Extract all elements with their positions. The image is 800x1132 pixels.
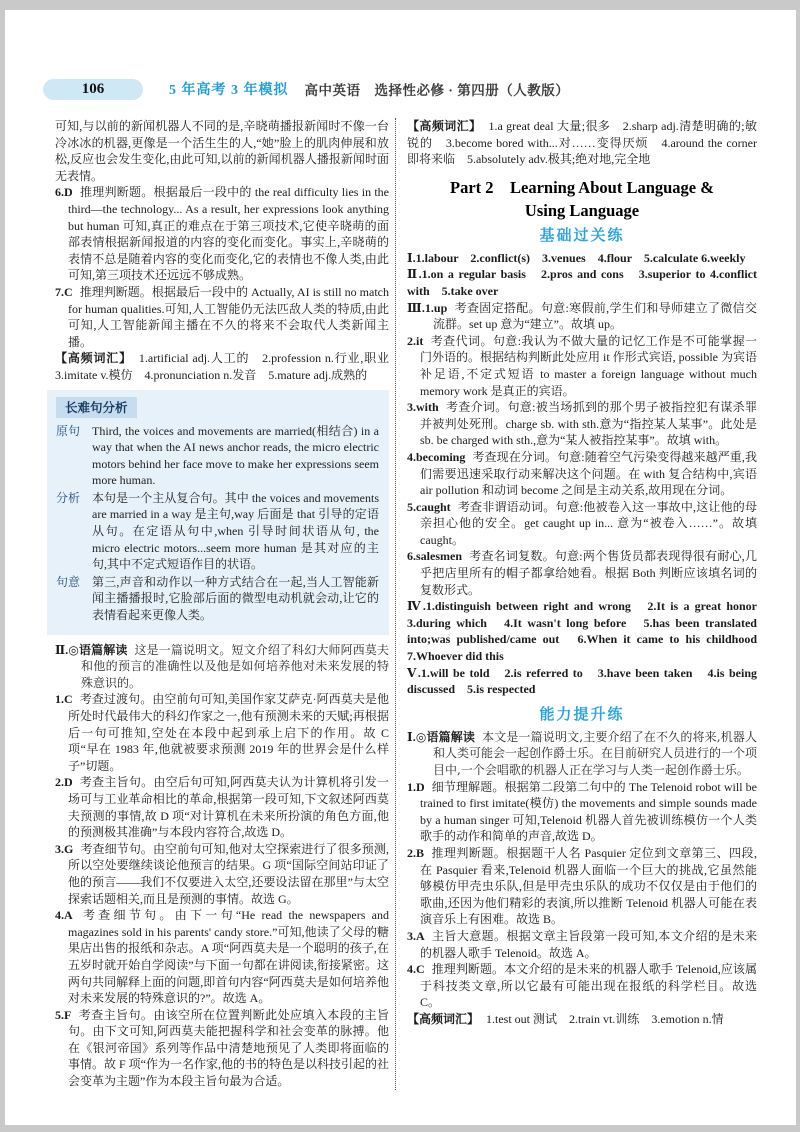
paragraph-lead: Ⅳ.1.distinguish between right and wrong 2.It is a great honor 3.during which 4.It wasn't long before 5.has been translated into;was published/came out 6.When it came to his childhood 7.Whoever did this xyxy=(407,599,757,664)
part-heading-line2: Using Language xyxy=(524,200,640,220)
box-row-label: 分析 xyxy=(56,490,81,505)
paragraph-lead: 3.G xyxy=(55,841,74,856)
passage-overview xyxy=(55,642,389,692)
answer-item-III-1 xyxy=(407,300,757,333)
box-row-label: 原句 xyxy=(56,423,81,438)
answer-item-1 xyxy=(407,779,757,845)
paragraph-lead: 6.salesmen xyxy=(407,549,462,564)
ability-practice-answers xyxy=(407,729,757,1028)
answer-item-1 xyxy=(55,691,389,774)
paragraph-body: 1.test out 测试 2.train vt.训练 3.emotion n.情 xyxy=(486,1011,724,1026)
paragraph-lead: 2.B xyxy=(407,845,425,860)
paragraph-lead: 5.F xyxy=(55,1007,72,1022)
section-heading-ability-practice: 能力提升练 xyxy=(539,706,625,723)
answer-item-3 xyxy=(407,928,757,961)
paragraph-body: 1.a great deal 大量;很多 2.sharp adj.清楚明确的;敏锐的 3.become bored with...对……变得厌烦 4.around the corner 即将来临 5.absolutely adv.极其;绝对地,完全地 xyxy=(407,119,757,167)
paragraph-lead: 3.A xyxy=(407,928,425,943)
paragraph-lead: 5.caught xyxy=(407,499,451,514)
right-column-vocab xyxy=(407,118,757,168)
section-heading-basic-practice: 基础过关练 xyxy=(539,227,625,244)
answer-item-2 xyxy=(407,845,757,928)
sentence-analysis-box xyxy=(47,390,389,635)
book-title: 高中英语 选择性必修 · 第四册（人教版） xyxy=(304,83,570,98)
answer-item-5 xyxy=(55,1007,389,1090)
paragraph-lead: Ⅲ.1.up xyxy=(407,300,448,315)
paragraph-lead: 7.C xyxy=(55,284,73,299)
paragraph-body: 推理判断题。根据最后一段中的 Actually, AI is still no match for human qualities.可知,人工智能仍无法匹敌人类的特质,由此可知,人工智能新闻主播在不久的将来不会取代人类新闻主播。 xyxy=(68,284,389,349)
vocabulary-list xyxy=(407,118,757,168)
paragraph-body: 细节理解题。根据第二段第二句中的 The Telenoid robot will be trained to first imitate(模仿) the movements and simple sounds made by a human singer 可知,Telenoid 机器人首先被训练模仿一个人类歌手的动作和简单的声音,故选 D。 xyxy=(420,779,757,844)
answer-key-line-V xyxy=(407,665,757,698)
box-row-label: 句意 xyxy=(56,574,81,589)
paragraph-body: 考查主旨句。由空后句可知,阿西莫夫认为计算机将引发一场可与工业革命相比的革命,根据第一段可知,下文叙述阿西莫夫预测的事情,故 D 项“对计算机在未来所扮演的角色方面,他的预测极其准确”与本段内容符合,故选 D。 xyxy=(68,775,389,840)
paragraph-body: 1.artificial adj.人工的 2.profession n.行业,职业 3.imitate v.模仿 4.pronunciation n.发音 5.mature adj.成熟的 xyxy=(55,351,389,382)
paragraph-lead: 2.D xyxy=(55,775,73,790)
paragraph-lead: 6.D xyxy=(55,185,73,200)
paragraph-lead: Ⅱ.◎语篇解读 xyxy=(55,642,128,657)
paragraph-body: 主旨大意题。根据文章主旨段第一段可知,本文介绍的是未来的机器人歌手 Telenoid。故选 A。 xyxy=(420,928,757,960)
answer-item-3 xyxy=(55,841,389,907)
box-row-meaning xyxy=(56,574,379,624)
answer-item-6 xyxy=(407,548,757,598)
paragraph-body: 考查现在分词。句意:随着空气污染变得越来越严重,我们需要迅速采取行动来解决这个问题。在 with 复合结构中,宾语 air pollution 和动词 become 之间是主动关系,故用现在分词。 xyxy=(420,449,757,498)
part-heading-line1: Part 2 Learning About Language & xyxy=(449,177,715,197)
answer-item-4 xyxy=(407,961,757,1011)
box-row-text: Third, the voices and movements are married(相结合) in a way that when the AI news anchor reads, the micro electric motors behind her face move to make her expressions seem more human. xyxy=(92,423,379,488)
answer-key-line-I xyxy=(407,250,757,267)
paragraph-lead: Ⅴ.1.will be told 2.is referred to 3.have been taken 4.is being discussed 5.is respected xyxy=(407,665,757,697)
continuation-paragraph xyxy=(55,118,389,184)
two-column-layout xyxy=(55,118,796,1090)
page xyxy=(5,10,796,1125)
answer-item-7 xyxy=(55,284,389,350)
vocabulary-list xyxy=(407,1011,757,1028)
box-row-analysis xyxy=(56,490,379,573)
series-title: 5 年高考 3 年模拟 xyxy=(169,83,289,98)
answer-item-4 xyxy=(407,449,757,499)
paragraph-lead: 3.with xyxy=(407,400,439,415)
basic-practice-answers xyxy=(407,250,757,698)
paragraph-lead: 2.it xyxy=(407,333,424,348)
answer-item-3 xyxy=(407,399,757,449)
answer-item-5 xyxy=(407,499,757,549)
page-number-badge: 106 xyxy=(43,79,143,100)
paragraph-lead: 【高频词汇】 xyxy=(55,351,132,366)
left-column xyxy=(55,118,395,1090)
paragraph-body: 推理判断题。根据题干人名 Pasquier 定位到文章第三、四段,在 Pasquier 看来,Telenoid 机器人面临一个巨大的挑战,它虽然能够模仿甲壳虫乐队,但是甲壳虫乐队的成功不仅仅是由于他们的歌曲,还因为他们精彩的表演,所以推断 Telenoid 机器人可能在表演音乐上有困难。故选 B。 xyxy=(420,845,757,927)
paragraph-body: 考查名词复数。句意:两个售货员都表现得很有耐心,几乎把店里所有的帽子都拿给她看。根据 Both 判断应该填名词的复数形式。 xyxy=(420,549,757,597)
paragraph-lead: 4.A xyxy=(55,908,73,923)
answer-key-line-IV xyxy=(407,598,757,664)
vocabulary-list xyxy=(55,350,389,383)
paragraph-lead: Ⅰ.1.labour 2.conflict(s) 3.venues 4.flour 5.calculate 6.weekly xyxy=(407,250,746,265)
paragraph-lead: Ⅰ.◎语篇解读 xyxy=(407,729,476,744)
right-column xyxy=(395,118,757,1090)
paragraph-lead: Ⅱ.1.on a regular basis 2.pros and cons 3.superior to 4.conflict with 5.take over xyxy=(407,267,757,298)
paragraph-body: 这是一篇说明文。短文介绍了科幻大师阿西莫夫和他的预言的准确性以及他是如何培养他对未来发展的特殊意识的。 xyxy=(81,642,389,690)
box-row-text: 第三,声音和动作以一种方式结合在一起,当人工智能新闻主播播报时,它脸部后面的微型电动机就会动,让它的表情看起来更像人类。 xyxy=(92,574,379,623)
answer-key-line-II xyxy=(407,266,757,299)
answer-item-2 xyxy=(407,333,757,399)
paragraph-body: 考查细节句。由空前句可知,他对太空探索进行了很多预测,所以空处要继续谈论他预言的结果。G 项“国际空间站印证了他的预言——我们不仅要进入太空,还要设法留在那里”与太空探索话题相关,而且是预测的事情。故选 G。 xyxy=(68,841,389,906)
paragraph-body: 本文是一篇说明文,主要介绍了在不久的将来,机器人和人类可能会一起创作爵士乐。在目前研究人员进行的一个项目中,一个会唱歌的机器人正在学习与人类一起创作爵士乐。 xyxy=(433,729,758,777)
paragraph-body: 推理判断题。根据最后一段中的 the real difficulty lies in the third—the technology... As a result, her expressions look anything but human 可知,真正的难点在于第三项技术,它使辛晓萌的面部表情根据新闻报道的内容的变化而变化。事实上,辛晓萌的表情不总是随着内容的变化而变化,它的表情也不像人类,由此可知,第三项技术还远远不够成熟。 xyxy=(68,185,389,283)
paragraph-body: 考查细节句。由下一句“He read the newspapers and magazines sold in his parents' candy store.”可知,他读了父母的糖果店出售的报纸和杂志。A 项“阿西莫夫是一个聪明的孩子,在五岁时就开始自学阅读”与下面一句都在讲阅读,衔接紧密。这两句共同解释上面的问题,即首句内容“阿西莫夫是如何培养他对未来发展的特殊意识的?”。故选 A。 xyxy=(68,908,389,1006)
paragraph-body: 考查非谓语动词。句意:他被卷入这一事故中,这让他的母亲担心他的安全。get caught up in... 意为“被卷入……”。故填 caught。 xyxy=(420,499,757,547)
page-header xyxy=(43,76,796,102)
answer-item-2 xyxy=(55,774,389,840)
answer-item-4 xyxy=(55,907,389,1007)
paragraph-lead: 4.becoming xyxy=(407,449,466,464)
paragraph-body: 考查介词。句意:被当场抓到的那个男子被指控犯有谋杀罪并被判处死刑。charge sb. with sth.意为“指控某人某事”。此处是 sb. be charged with sth.,意为“某人被指控某事”。故填 with。 xyxy=(420,400,757,448)
answer-item-6 xyxy=(55,184,389,284)
paragraph-lead: 【高频词汇】 xyxy=(407,1011,480,1026)
paragraph-lead: 【高频词汇】 xyxy=(407,119,482,133)
paragraph-body: 推理判断题。本文介绍的是未来的机器人歌手 Telenoid,应该属于科技类文章,所以它最有可能出现在报纸的科学栏目。故选 C。 xyxy=(420,962,757,1010)
paragraph-body: 可知,与以前的新闻机器人不同的是,辛晓萌播报新闻时不像一台冷冰冰的机器,更像是一个活生生的人,“她”脸上的肌肉伸展和放松,反应也会发生变化,由此可知,以前的新闻机器人播报新闻时面无表情。 xyxy=(55,119,389,183)
left-column-top-items xyxy=(55,118,389,384)
paragraph-body: 考查过渡句。由空前句可知,美国作家艾萨克·阿西莫夫是他所处时代最伟大的科幻作家之一,他有预测未来的天赋;再根据后一句可推知,空处在本段中起到承上启下的作用。故 C 项“早在 1983 年,他就被要求预测 2019 年的世界会是什么样子”切题。 xyxy=(68,692,389,773)
box-row-original xyxy=(56,423,379,489)
paragraph-body: 考查代词。句意:我认为不做大量的记忆工作是不可能掌握一门外语的。根据结构判断此处应用 it 作形式宾语, possible 为宾语补足语,不定式短语 to master a foreign language without much memory work 是真正的宾语。 xyxy=(420,333,758,398)
paragraph-body: 考查固定搭配。句意:寒假前,学生们和导师建立了微信交流群。set up 意为“建立”。故填 up。 xyxy=(433,300,757,332)
paragraph-lead: 1.D xyxy=(407,779,425,794)
paragraph-lead: 4.C xyxy=(407,962,425,977)
box-row-text: 本句是一个主从复合句。其中 the voices and movements are married in a way 是主句,way 后面是 that 引导的定语从句。在定语从句中,when 引导时间状语从句, the micro electric motors...seem more human 是其对应的主句,其中不定式短语作目的状语。 xyxy=(92,490,379,572)
paragraph-lead: 1.C xyxy=(55,692,73,707)
paragraph-body: 考查主旨句。由该空所在位置判断此处应填入本段的主旨句。由下文可知,阿西莫夫能把握科学和社会变革的脉搏。他在《银河帝国》系列等作品中清楚地预见了人类即将面临的事情。故 F 项“作为一名作家,他的书的特色是以科技引起的社会变革为主题”作为本段主旨句最为合适。 xyxy=(68,1007,390,1089)
sentence-analysis-box-title: 长难句分析 xyxy=(56,397,137,418)
passage-overview xyxy=(407,729,757,779)
left-column-bottom-items xyxy=(55,642,389,1090)
